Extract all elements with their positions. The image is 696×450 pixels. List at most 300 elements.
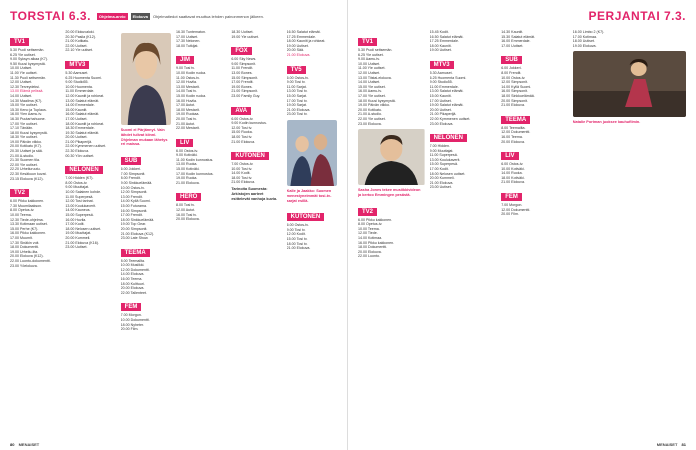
program-listing: 18.00 Tosi tv. <box>286 241 308 246</box>
program-listing: 9.00 Syksyn aikaa (K7). <box>10 57 48 62</box>
program-listing: 13.00 Tiistai-elokuva. <box>358 75 392 80</box>
program-listing: 20.00 Elokuva. <box>501 139 525 144</box>
program-listing: 18.00 Kotiväki. <box>501 175 525 180</box>
program-listing: 22.00 Yle uutiset. <box>10 162 38 167</box>
program-listing: 15.00 Futurama. <box>120 203 148 208</box>
program-listing: 15.00 Yle uutiset. <box>358 84 386 89</box>
program-listing: 14.00 Kauneus. <box>65 208 91 213</box>
program-listing: 18.00 Nelosen uutiset. <box>429 171 466 176</box>
program-listing: 21.00 Elokuva (K12). <box>120 231 155 236</box>
program-listing: 7.00 Hidden (K7). <box>65 176 94 181</box>
program-listing: 8.00 Teemailta. <box>120 258 145 263</box>
channel-heading: FOX <box>231 47 251 55</box>
right-col-4 <box>573 30 686 438</box>
program-listing: 8.00 Teemailta. <box>501 125 526 130</box>
program-listing: 14.00 Emmerdale. <box>65 103 95 108</box>
program-listing: 15.00 Superpesä. <box>429 162 458 167</box>
program-listing: 16.00 Pikku kakkonen. <box>10 231 47 236</box>
right-page-number: 81 <box>681 442 686 447</box>
program-listing: 19.00 Ruoka. <box>175 176 198 181</box>
program-listing: 10.00 Ostos-tv. <box>501 75 526 80</box>
program-listing: 14.00 Elokuva. <box>120 272 145 277</box>
legend-note: Ohjelmatiedot saattavat muuttua lehden painonmenon jälkeen. <box>152 13 264 19</box>
program-listing: 12.00 Kauniit ja rohkeat. <box>65 93 105 98</box>
program-listing: 9.00 Muuttajat. <box>429 148 454 153</box>
program-listing: 12.00 Tiede. <box>358 231 378 236</box>
program-listing: 20.00 Uutiset. <box>429 107 452 112</box>
left-col-3 <box>121 30 171 438</box>
program-listing: 13.00 Koulukaverit. <box>429 157 461 162</box>
program-listing: 21.00 Elokuva. <box>286 52 311 57</box>
program-listing: 9.50 Kuusi kysymystä. <box>10 61 46 66</box>
left-col-3-list <box>121 149 171 332</box>
left-col-5 <box>231 30 281 438</box>
program-listing: 17.00 Autot. <box>175 103 196 108</box>
program-listing: 6.00 Jokkeri. <box>501 66 522 71</box>
program-listing: 17.00 Yle uutiset. <box>10 121 38 126</box>
program-listing: 13.30 Kotimaan uutiset. <box>10 222 48 227</box>
program-listing: 17.30 Sinäkin voit. <box>10 240 40 245</box>
channel-heading: TV1 <box>358 38 377 46</box>
program-listing: 16.50 Salatut elämät. <box>286 30 321 34</box>
program-listing: 20.00 Kummeli. <box>429 176 455 181</box>
program-listing: 9.00 Simpsonit. <box>231 61 257 66</box>
program-listing: 22.30 Elokuva. <box>65 149 90 154</box>
program-listing: 14.30 Maailma (K7). <box>10 98 43 103</box>
program-listing: 19.00 Päivän viikko. <box>10 139 42 144</box>
program-listing: 17.00 Frendit. <box>120 213 143 218</box>
program-listing: 16.50 Salatut elämät. <box>429 34 464 39</box>
program-listing: 7.00 Morgon. <box>120 313 142 318</box>
program-listing: 10.00 Dokumentti. <box>120 318 150 323</box>
program-listing: 10.00 Teema. <box>10 213 32 217</box>
program-listing: 15.00 Kodin ruoka. <box>175 93 207 98</box>
program-listing: 15.30 Keno ja Tuplaus. <box>10 107 47 112</box>
program-listing: 21.00 Kotikatu. <box>65 39 90 44</box>
program-listing: 18.30 Yle uutiset. <box>10 135 38 140</box>
program-listing: 17.00 Yle uutiset. <box>358 93 386 98</box>
program-listing: 19.00 Elokuva. <box>572 43 597 48</box>
program-listing: 21.00 Elokuva. <box>286 107 311 112</box>
program-listing: 13.00 Tosi tv. <box>286 89 308 94</box>
program-listing: 18.30 Uutiset. <box>231 30 254 34</box>
program-listing: 12.00 Uutiset. <box>358 70 381 75</box>
right-columns <box>358 30 686 438</box>
program-listing: 11.00 Yle uutiset. <box>10 70 38 75</box>
channel-heading: FEM <box>121 303 142 311</box>
channel-heading: SUB <box>501 56 522 64</box>
program-listing: 6.25 Yle uutiset. <box>10 52 36 57</box>
program-listing: 18.00 Tosi tv. <box>231 134 253 139</box>
program-listing: 19.00 Uutiset. <box>286 43 309 48</box>
left-col-6 <box>287 30 337 438</box>
promo-caption-left: Suomi ei Pärjännyt. Vain tähdet tulivat kiinni. Ohjelman mukaan lähetys eri maissa. <box>120 128 168 147</box>
channel-heading: TV2 <box>358 208 377 216</box>
program-listing: 6.25 Huomenta Suomi. <box>429 75 467 80</box>
left-page-number: 80 <box>10 442 15 447</box>
program-listing: 20.00 Elokuva (K12). <box>10 254 44 259</box>
left-col-6-caption: Kalle ja Jaakko: Suomen menestyneimmät tosi-tv-sarjat esillä. <box>286 188 332 203</box>
left-columns <box>10 30 337 438</box>
channel-heading: HERO <box>176 193 201 201</box>
woman-portrait-image <box>121 33 171 125</box>
left-day-title: TORSTAI 6.3. <box>10 9 91 23</box>
program-listing: 20.00 Sää. <box>286 48 305 53</box>
right-col-4-list <box>573 30 686 48</box>
program-listing: 18.00 Kuusi kysymystä. <box>10 130 48 135</box>
program-listing: 23.00 Family Guy. <box>231 93 261 98</box>
program-listing: 18.00 Kauniit ja rohkeat. <box>286 39 326 44</box>
program-listing: 12.00 Kodit. <box>286 232 306 237</box>
right-page <box>348 0 696 450</box>
program-listing: 00.30 Yön uutiset. <box>65 153 95 158</box>
left-footer <box>10 442 39 447</box>
right-col-1-list <box>358 30 425 126</box>
program-listing: 8.00 Tosi tv. <box>175 203 195 208</box>
program-listing: 14.00 Kodit. <box>231 171 251 176</box>
program-listing: 20.00 Film. <box>120 327 139 332</box>
program-listing: 18.00 Tutkijat. <box>175 43 199 48</box>
channel-heading: KUTONEN <box>231 152 269 160</box>
program-listing: 10.00 Tosi tv. <box>231 166 253 171</box>
right-magazine-name: MENAISET <box>656 442 678 447</box>
program-listing: 6.00 Ostos-tv. <box>175 148 199 153</box>
program-listing: 11.00 Emmerdale. <box>429 84 459 89</box>
program-listing: 21.00 Elokuva. <box>231 180 256 185</box>
program-listing: 6.00 Ostos-tv. <box>286 223 309 228</box>
program-listing: 19.00 Ruokaa. <box>175 112 200 117</box>
program-listing: 18.00 Uutiset. <box>572 39 595 44</box>
program-listing: 10.00 Salainen kohde. <box>65 190 102 195</box>
right-col-4-caption: Natalie Portman juoksee kauhufilmin. <box>572 120 641 125</box>
program-listing: 23.00 Elokuva. <box>358 121 382 126</box>
program-listing: 17.00 Muumit. <box>10 235 33 240</box>
program-listing: 12.30 Terveydeksi. <box>10 84 40 89</box>
program-listing: 20.00 Kotikatu. <box>358 107 382 112</box>
program-listing: 13.00 Frendit. <box>120 194 143 199</box>
channel-heading: LIV <box>176 139 193 147</box>
program-listing: 11.00 Superpesä. <box>65 194 94 199</box>
program-listing: 14.00 Kotimaa. <box>358 236 383 241</box>
program-listing: 15.00 Simpsonit. <box>231 75 259 80</box>
program-listing: 19.00 Sarjat. <box>286 103 308 108</box>
program-listing: 16.00 Huvila. <box>65 217 87 222</box>
program-listing: 17.25 Emmerdale. <box>429 39 459 44</box>
program-listing: 13.00 Koulukaverit. <box>65 203 97 208</box>
program-listing: 21.00 A-studio. <box>358 112 382 117</box>
channel-heading: SUB <box>121 157 142 165</box>
channel-heading: TV2 <box>10 189 29 197</box>
program-listing: 12.00 Tosi tarinat. <box>65 199 94 204</box>
channel-heading: TEEMA <box>501 116 530 124</box>
program-listing: 14.00 Uutiset. <box>358 80 381 85</box>
program-listing: 19.00 Päivän viikko. <box>358 103 390 108</box>
program-listing: 18.00 Nyheter. <box>120 322 145 327</box>
program-listing: 23.00 Late Show. <box>120 236 149 241</box>
program-listing: 9.00 Studio55. <box>65 80 89 85</box>
program-listing: 19.00 Salatut elämät. <box>429 103 464 108</box>
program-listing: 9.00 Muuttajat. <box>65 185 90 190</box>
left-magazine-name: MENAISET <box>18 442 40 447</box>
group-photo-image <box>287 120 337 186</box>
program-listing: 7.00 Hidden. <box>429 144 450 149</box>
channel-heading: TV5 <box>287 66 306 74</box>
program-listing: 18.00 Sinkkuelämää. <box>501 93 535 98</box>
program-listing: 11.00 Ostos-tv. <box>175 75 200 80</box>
program-listing: 15.00 Perhe (K7). <box>10 226 39 231</box>
program-listing: 18.00 Dokumentti. <box>358 245 388 250</box>
program-listing: 18.00 Mestarit. <box>175 107 200 112</box>
program-listing: 14.00 Kyllä Suomi. <box>501 84 532 89</box>
program-listing: 16.00 Tosi tv. <box>175 212 197 217</box>
program-listing: 20.00 Elokuva. <box>175 217 200 222</box>
program-listing: 17.00 Kodit. <box>65 222 85 227</box>
right-col-2 <box>430 30 497 438</box>
program-listing: 11.00 Superpesä. <box>429 153 458 158</box>
program-listing: 10.00 Huomenta. <box>65 84 93 89</box>
program-listing: 19.00 Urheilu-ilta. <box>10 249 39 254</box>
program-listing: 9.00 Tosi tv. <box>286 80 306 85</box>
channel-heading: AVA <box>231 107 251 115</box>
program-listing: 6.00 Pikku kakkonen. <box>10 199 45 204</box>
channel-heading: MTV3 <box>65 61 89 69</box>
program-listing: 23.00 Uutiset. <box>65 245 88 250</box>
program-listing: 6.00 Pikku kakkonen. <box>358 217 393 222</box>
program-listing: 11.00 Frendit. <box>231 66 254 71</box>
program-listing: 6.25 Huomenta Suomi. <box>65 75 103 80</box>
program-listing: 16.00 Ylen Aamu-tv. <box>10 112 43 117</box>
program-listing: 21.00 Elokuva. <box>175 180 200 185</box>
program-listing: 23.00 Uutiset. <box>429 185 452 190</box>
program-listing: 23.00 Elokuva. <box>429 121 454 126</box>
program-listing: 19.00 Bones. <box>231 84 253 89</box>
program-listing: 21.00 Simpsonit. <box>231 89 259 94</box>
program-listing: 12.00 Simpsonit. <box>501 80 528 85</box>
program-listing: 20.00 Elokuvaloki. <box>65 30 95 34</box>
program-listing: 16.00 Salatut elämät. <box>65 112 100 117</box>
right-col-1b-list <box>358 200 425 259</box>
program-listing: 6.25 Yle uutiset. <box>358 52 384 57</box>
program-listing: 21.00 Autot. <box>175 121 196 126</box>
program-listing: 20.00 Film. <box>501 212 519 217</box>
program-listing: 18.00 Kulttuuri. <box>120 281 145 286</box>
program-listing: 18.30 Emmerdale. <box>65 126 95 131</box>
program-listing: 20.00 Kummeli. <box>65 235 91 240</box>
program-listing: 13.00 Salatut elämät. <box>65 98 100 103</box>
promo-photo-man <box>358 129 425 185</box>
program-listing: 12.00 Uutiset. <box>10 80 33 85</box>
program-listing: 8.00 Frendit. <box>501 70 522 75</box>
left-col-4 <box>176 30 226 438</box>
runner-image <box>573 51 686 117</box>
program-listing: 21.00 Elokuva (K16). <box>65 240 99 245</box>
program-listing: 5.30 Puoli seitsemän. <box>358 48 393 52</box>
promo-photo-runner <box>573 51 686 117</box>
program-listing: 13.00 Salatut elämät. <box>429 89 464 94</box>
program-listing: 20.30 Uutiset ja sää. <box>10 149 43 154</box>
program-listing: 15.00 Kauniit. <box>65 107 88 112</box>
program-listing: 15.00 Ruoka. <box>231 130 253 135</box>
program-listing: 15.45 Kodit. <box>429 30 449 34</box>
program-listing: 12.00 Dokumentti. <box>120 267 150 272</box>
right-day-title: PERJANTAI 7.3. <box>588 9 686 23</box>
left-col-5-caption: Tarinoita Suomesta: Arkistojen aarteet esittelevät vanhoja kuvia. <box>231 187 278 201</box>
program-listing: 14.00 Uutiset. <box>10 93 33 98</box>
program-listing: 12.30 Tiede-ohjelma. <box>10 217 44 222</box>
program-listing: 14.30 Kauniit. <box>501 30 524 34</box>
program-listing: 16.00 Limbo 2 (K7). <box>572 30 605 34</box>
program-listing: 22.00 Luonto. <box>358 254 380 259</box>
program-listing: 14.00 Ruoka. <box>501 171 523 176</box>
right-col-3 <box>501 30 568 438</box>
program-listing: 10.00 Musiikki. <box>120 263 145 268</box>
program-listing: 6.00 Ostos-tv. <box>286 75 309 80</box>
channel-heading: TV1 <box>10 38 29 46</box>
program-listing: 7.00 Simpsonit. <box>120 171 146 176</box>
program-listing: 7.30 Muumilaakson. <box>10 203 43 208</box>
program-listing: 15.00 Kotiväki. <box>175 167 200 172</box>
program-listing: 11.00 Sarjat. <box>286 84 307 89</box>
program-listing: 19.30 Salatut elämät. <box>65 130 100 135</box>
left-col-2-list <box>65 30 115 250</box>
program-listing: 20.00 Tosi tv. <box>175 116 197 121</box>
program-listing: 9.00 Aamu-tv. <box>358 57 380 62</box>
program-listing: 15.00 Superpesä. <box>65 213 94 217</box>
program-listing: 10.00 Uutiset. <box>10 66 33 71</box>
program-listing: 7.00 Morgon. <box>501 203 523 208</box>
program-listing: 14.00 Tosi tv. <box>175 89 197 94</box>
program-listing: 22.00 Kymmenen uutiset. <box>429 116 471 121</box>
program-listing: 12.00 Dokumentti. <box>501 207 531 212</box>
program-listing: 18.00 Dokumentti. <box>10 245 40 250</box>
legend <box>97 13 264 20</box>
channel-heading: MTV3 <box>430 61 454 69</box>
program-listing: 18.00 Kauniit ja rohkeat. <box>65 121 105 126</box>
right-header <box>358 8 686 24</box>
program-listing: 18.00 Sinkkuelämää. <box>120 217 155 222</box>
program-listing: 17.00 Frendit. <box>231 80 254 85</box>
left-header <box>10 8 337 24</box>
program-listing: 16.00 Teema. <box>120 277 143 282</box>
program-listing: 17.00 Uutiset. <box>501 43 524 48</box>
program-listing: 16.00 Simpsonit. <box>501 89 528 94</box>
program-listing: 13.00 Ruoka. <box>175 162 198 167</box>
left-col-2 <box>65 30 115 438</box>
program-listing: 21.30 Suomen tila. <box>10 158 40 163</box>
program-listing: 16.00 Teema. <box>501 134 523 139</box>
left-col-1 <box>10 30 60 438</box>
channel-heading: KUTONEN <box>287 213 325 221</box>
program-listing: 10.00 Kotiväki. <box>501 166 525 171</box>
channel-heading: NELONEN <box>65 166 102 174</box>
program-listing: 9.00 Tosi tv. <box>175 66 195 71</box>
program-listing: 22.00 Kymmenen uutiset. <box>65 144 107 149</box>
program-listing: 11.00 Yle uutiset. <box>358 66 386 71</box>
program-listing: 10.00 Uutiset. <box>358 61 381 66</box>
program-listing: 6.00 Ostos-tv. <box>231 116 254 121</box>
left-col-6b-list <box>287 205 337 251</box>
program-listing: 18.00 Kuusi kysymystä. <box>358 98 396 103</box>
program-listing: 20.00 Elokuva. <box>358 249 382 254</box>
man-portrait-image <box>358 129 425 185</box>
program-listing: 6.00 Sky News. <box>231 57 257 62</box>
program-listing: 10.00 Kodin ruoka. <box>175 70 207 75</box>
program-listing: 12.00 Autot. <box>175 208 196 213</box>
program-listing: 15.00 Tosi tv. <box>286 237 308 242</box>
program-listing: 6.00 Jokkeri. <box>120 167 142 172</box>
program-listing: 16.00 Aamu-tv. <box>358 89 382 94</box>
program-listing: 17.00 Uutiset. <box>65 116 88 121</box>
program-listing: 16.00 Emmerdale. <box>501 39 531 44</box>
program-listing: 18.00 Kauniit. <box>429 43 452 48</box>
channel-heading: JIM <box>176 56 194 64</box>
program-listing: 15.00 Kauniit. <box>429 93 452 98</box>
program-listing: 10.00 Teema. <box>358 226 380 231</box>
program-listing: 20.00 Kotikatu (K7). <box>10 144 42 149</box>
program-listing: 9.00 Kotiväki. <box>175 153 198 158</box>
program-listing: 20.00 Uutiset. <box>65 135 88 140</box>
program-listing: 9.00 Studio55. <box>429 80 453 85</box>
program-listing: 12.00 Simpsonit. <box>120 190 148 195</box>
program-listing: 5.30 Aamuset. <box>429 70 453 75</box>
program-listing: 19.00 Muuttajat. <box>65 231 92 236</box>
program-listing: 13.00 Elämä pelissä. <box>10 89 44 94</box>
program-listing: 17.00 Kodit. <box>429 167 449 172</box>
program-listing: 15.00 Sarjat. <box>286 93 308 98</box>
program-listing: 9.00 Tosi tv. <box>286 227 306 232</box>
program-listing: 20.00 Simpsonit. <box>501 98 528 103</box>
program-listing: 14.00 Kyllä Suomi. <box>120 199 151 204</box>
program-listing: 12.00 Huvila. <box>175 80 197 85</box>
program-listing: 21.00 Elokuva. <box>501 180 525 185</box>
program-listing: 21.00 Elokuva. <box>286 246 311 251</box>
program-listing: 20.00 Simpsonit. <box>120 226 148 231</box>
program-listing: 12.00 Dokumentti. <box>501 130 531 135</box>
program-listing: 21.00 Pikaperijä. <box>429 112 457 117</box>
program-listing: 15.30 Salatut elämät. <box>501 34 536 39</box>
program-listing: 17.00 Uutiset. <box>429 98 452 103</box>
program-listing: 11.30 Puoli seitsemän. <box>10 75 47 80</box>
program-listing: 22.00 Tallenteet. <box>120 290 147 295</box>
program-listing: 22.00 Uutiset. <box>65 43 88 48</box>
program-listing: 16.30 Puutarhahuone. <box>10 116 46 121</box>
program-listing: 8.00 Opetus-tv. <box>358 222 383 227</box>
program-listing: 8.00 Ostos-tv. <box>65 180 88 185</box>
program-listing: 9.00 Sinkkuelämää. <box>120 180 153 185</box>
program-listing: 21.00 Elokuva. <box>501 103 525 108</box>
program-listing: 21.00 Elokuva. <box>231 139 256 144</box>
program-listing: 20.00 Elokuva. <box>120 286 145 291</box>
program-listing: 11.00 Emmerdale. <box>65 89 95 94</box>
channel-heading: FEM <box>501 193 522 201</box>
program-listing: 5.30 Aamuset. <box>65 70 89 75</box>
program-listing: 22.20 Urheiluruutu. <box>10 167 41 172</box>
channel-heading: TEEMA <box>121 249 150 257</box>
program-listing: 17.30 Nelonen. <box>175 39 201 44</box>
program-listing: 20.30 Pasila (K12). <box>65 34 96 39</box>
program-listing: 21.00 Elokuva. <box>429 180 454 185</box>
program-listing: 23.00 Tosi tv. <box>286 112 308 117</box>
program-listing: 21.00 Pikaperijä. <box>65 139 93 144</box>
program-listing: 17.25 Emmerdale. <box>286 34 317 39</box>
program-listing: 21.00 A-studio. <box>10 153 34 158</box>
program-listing: 11.00 Kodin kunnostus. <box>175 157 214 162</box>
program-listing: 23.15 Elokuva (K12). <box>10 176 44 181</box>
program-listing: 8.00 Frendit. <box>120 176 141 181</box>
program-listing: 13.00 Bones. <box>231 70 253 75</box>
program-listing: 22.30 Kesäkuun kuvat. <box>10 172 47 177</box>
promo-photo-group <box>287 120 337 186</box>
